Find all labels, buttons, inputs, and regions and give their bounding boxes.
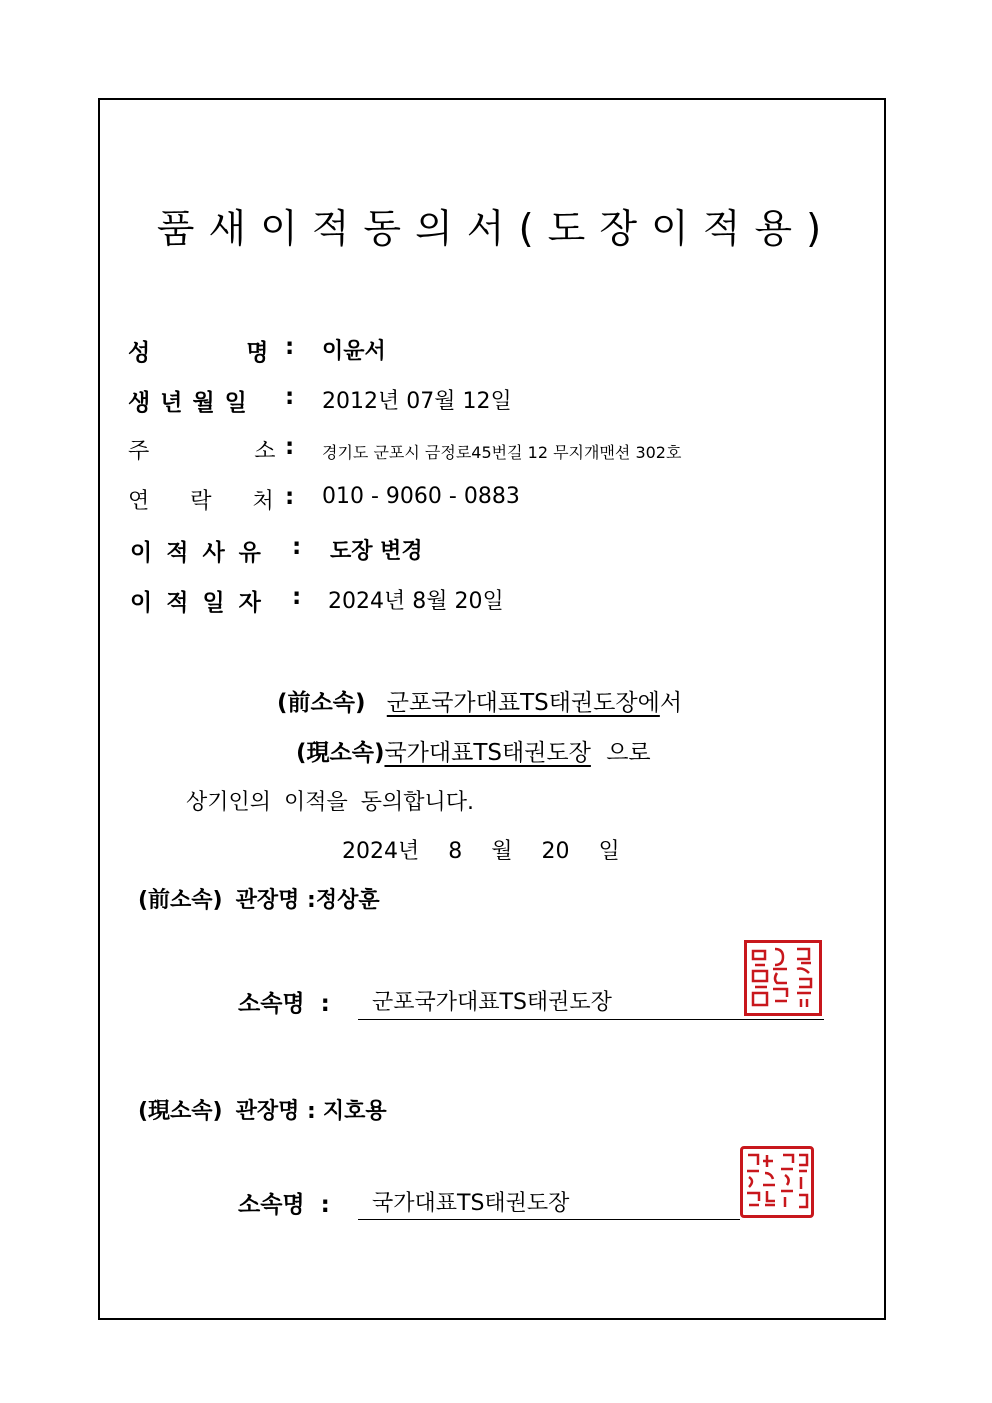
reason-label: 이 적 사 유 — [130, 540, 261, 566]
sign-date: 2024년 8 월 20 일 — [342, 839, 620, 864]
prev-sign-prefix: (前소속) — [138, 888, 223, 913]
colon: : — [292, 534, 302, 560]
prev-prefix: (前소속) — [277, 690, 366, 716]
consent-text: 상기인의 이적을 동의합니다. — [186, 790, 475, 815]
name-label: 성 명 — [128, 340, 269, 366]
prev-dojang: 군포국가대표TS태권도장에 — [386, 690, 660, 716]
colon: : — [285, 484, 295, 510]
prev-org-name: 군포국가대표TS태권도장 — [372, 990, 612, 1015]
prev-transfer-line — [277, 684, 682, 717]
birth-value: 2012년 07월 12일 — [322, 389, 512, 414]
colon: : — [292, 584, 302, 610]
prev-director-name: 정상훈 — [315, 888, 380, 913]
cur-director-line — [138, 1094, 387, 1125]
address-label: 주 소 — [128, 439, 276, 464]
birth-label: 생 년 월 일 — [128, 390, 248, 416]
cur-director-name: 지호용 — [322, 1099, 387, 1124]
prev-suffix: 서 — [659, 690, 683, 716]
cur-sign-prefix: (現소속) — [138, 1099, 223, 1124]
date-label: 이 적 일 자 — [130, 590, 261, 616]
cur-signature-line — [358, 1219, 740, 1220]
reason-value: 도장 변경 — [330, 539, 423, 564]
cur-org-name: 국가대표TS태권도장 — [372, 1191, 570, 1216]
cur-org-label: 소속명 : — [238, 1192, 330, 1218]
cur-prefix: (現소속) — [296, 740, 385, 766]
prev-org-label: 소속명 : — [238, 991, 330, 1017]
cur-director-label: 관장명 : — [235, 1099, 316, 1124]
colon: : — [285, 384, 295, 410]
cur-seal-stamp — [740, 1146, 814, 1218]
cur-dojang: 국가대표TS태권도장 — [384, 740, 591, 766]
prev-director-label: 관장명 : — [235, 888, 316, 913]
address-value: 경기도 군포시 금정로45번길 12 무지개맨션 302호 — [322, 443, 682, 462]
cur-transfer-line — [296, 734, 651, 767]
contact-label: 연 락 처 — [128, 489, 274, 514]
document-title: 품새이적동의서(도장이적용) — [156, 207, 836, 252]
contact-value: 010 - 9060 - 0883 — [322, 484, 520, 509]
prev-director-line — [138, 883, 380, 914]
prev-seal-stamp — [744, 940, 822, 1016]
name-value: 이윤서 — [322, 339, 386, 364]
prev-signature-line — [358, 1019, 824, 1020]
colon: : — [285, 434, 295, 460]
cur-suffix: 으로 — [606, 740, 651, 766]
colon: : — [285, 334, 295, 360]
date-value: 2024년 8월 20일 — [328, 589, 504, 614]
